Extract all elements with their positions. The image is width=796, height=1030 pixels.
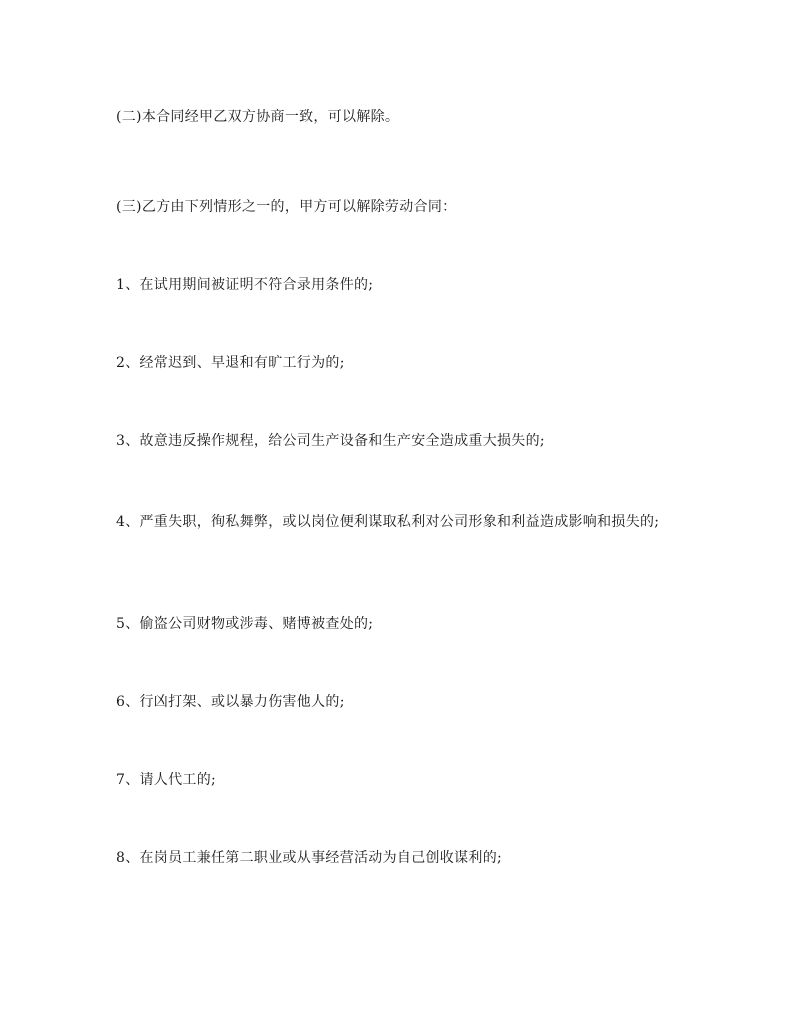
list-item-2: 2、经常迟到、早退和有旷工行为的; xyxy=(116,355,345,371)
list-item-1: 1、在试用期间被证明不符合录用条件的; xyxy=(116,277,374,293)
list-item-4: 4、严重失职，徇私舞弊，或以岗位便利谋取私利对公司形象和利益造成影响和损失的; xyxy=(116,514,660,530)
list-item-3: 3、故意违反操作规程，给公司生产设备和生产安全造成重大损失的; xyxy=(116,433,545,449)
list-item-7: 7、请人代工的; xyxy=(116,772,217,788)
list-item-6: 6、行凶打架、或以暴力伤害他人的; xyxy=(116,694,345,710)
list-item-8: 8、在岗员工兼任第二职业或从事经营活动为自己创收谋利的; xyxy=(116,850,503,866)
clause-3-termination-conditions: (三)乙方由下列情形之一的，甲方可以解除劳动合同： xyxy=(116,199,457,215)
list-item-5: 5、偷盗公司财物或涉毒、赌博被查处的; xyxy=(116,616,374,632)
clause-2-mutual-termination: (二)本合同经甲乙双方协商一致，可以解除。 xyxy=(116,109,400,125)
